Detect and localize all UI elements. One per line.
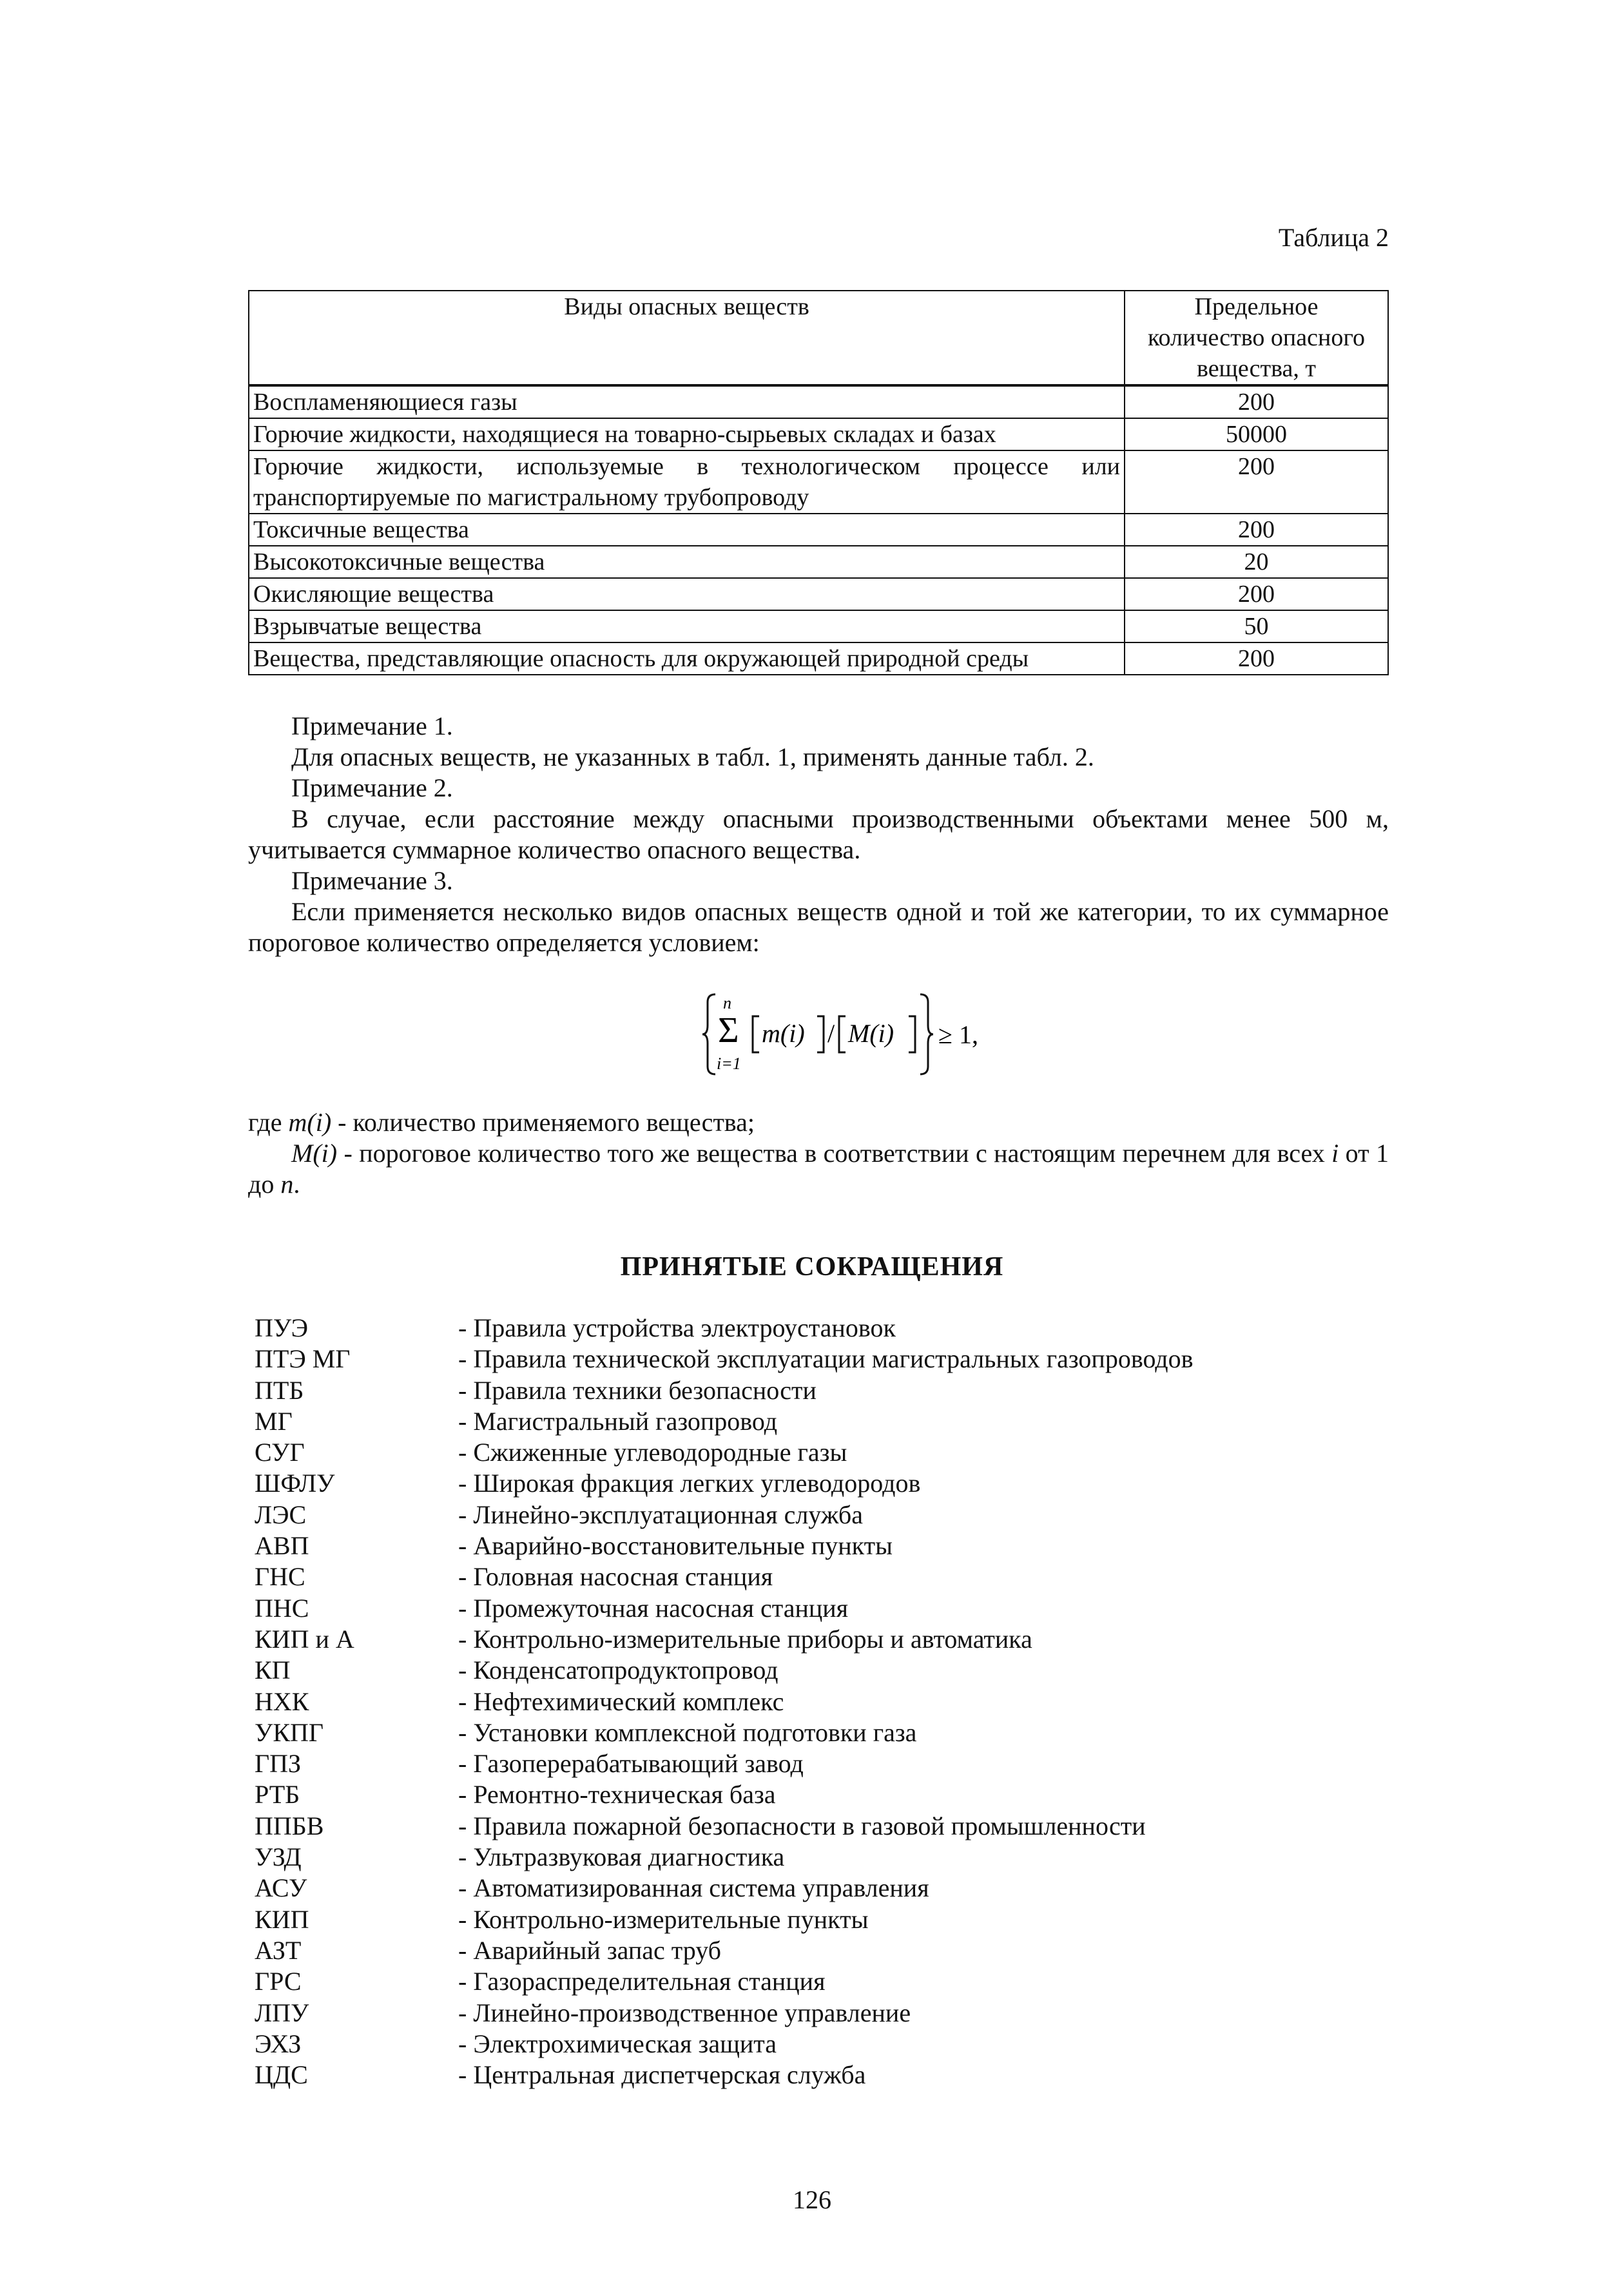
- abbreviation-code: ПТБ: [255, 1375, 304, 1405]
- left-bracket: [839, 1016, 846, 1052]
- notes-section: [248, 711, 1389, 958]
- abbreviation-row: [255, 1468, 1194, 1499]
- header-line: вещества, т: [1196, 355, 1317, 382]
- substance-name: Высокотоксичные вещества: [249, 546, 1125, 578]
- table-header-row: [249, 291, 1388, 385]
- abbreviation-code: РТБ: [255, 1780, 300, 1810]
- abbreviation-row: [255, 2060, 1194, 2090]
- abbreviation-description: - Сжиженные углеводородные газы: [458, 1438, 847, 1467]
- note-text: Для опасных веществ, не указанных в табл. 1, применять данные табл. 2.: [291, 742, 1094, 771]
- header-substance-types: Виды опасных веществ: [249, 291, 1125, 385]
- abbreviation-row: [255, 1998, 1194, 2029]
- abbreviation-code: ЦДС: [255, 2060, 308, 2090]
- abbreviation-row: [255, 1437, 1194, 1468]
- abbreviation-row: [255, 1966, 1194, 1997]
- substance-quantity: 200: [1125, 385, 1388, 418]
- abbreviation-description: - Газоперерабатывающий завод: [458, 1749, 804, 1779]
- table-caption: Таблица 2: [1278, 223, 1389, 252]
- substance-name: Вещества, представляющие опасность для окружающей природной среды: [249, 642, 1125, 675]
- substance-quantity: 50: [1125, 610, 1388, 642]
- abbreviation-code: АВП: [255, 1531, 309, 1561]
- abbreviation-description: - Правила технической эксплуатации магистральных газопроводов: [458, 1344, 1194, 1374]
- abbreviation-row: [255, 1811, 1194, 1842]
- abbreviation-code: ГРС: [255, 1967, 302, 1996]
- table-row: [249, 578, 1388, 610]
- substance-name-line: транспортируемые по магистральному трубопроводу: [253, 484, 809, 511]
- substance-quantity: 200: [1125, 578, 1388, 610]
- sum-sign: Σ: [718, 1010, 739, 1050]
- m-description: - количество применяемого вещества;: [331, 1108, 755, 1137]
- abbreviation-code: ГПЗ: [255, 1749, 302, 1779]
- table-row: [249, 385, 1388, 418]
- header-line: количество опасного: [1148, 324, 1365, 351]
- m-expression: m(i): [762, 1019, 805, 1048]
- substance-name: [249, 450, 1125, 514]
- header-line: Предельное: [1194, 293, 1319, 320]
- left-bracket: [753, 1016, 759, 1052]
- abbreviation-code: ЭХЗ: [255, 2029, 302, 2058]
- abbreviation-row: [255, 1873, 1194, 1904]
- abbreviation-code: ШФЛУ: [255, 1469, 335, 1498]
- abbreviation-row: [255, 1779, 1194, 1810]
- abbreviation-description: - Электрохимическая защита: [458, 2029, 777, 2058]
- M-expression: M(i): [848, 1019, 894, 1048]
- formula-graphic: [702, 989, 986, 1079]
- abbreviation-description: - Широкая фракция легких углеводородов: [458, 1469, 921, 1498]
- table-row: [249, 450, 1388, 514]
- abbreviations-title: ПРИНЯТЫЕ СОКРАЩЕНИЯ: [620, 1252, 1004, 1282]
- substance-quantity: 200: [1125, 450, 1388, 514]
- abbreviation-description: - Аварийный запас труб: [458, 1935, 722, 1965]
- abbreviation-row: [255, 1935, 1194, 1966]
- abbreviation-code: ПНС: [255, 1593, 309, 1623]
- threshold-formula: [702, 989, 986, 1079]
- abbreviation-description: - Конденсатопродуктопровод: [458, 1655, 778, 1685]
- table-row: [249, 514, 1388, 546]
- abbreviation-code: ЛПУ: [255, 1998, 309, 2027]
- abbreviation-description: - Линейно-эксплуатационная служба: [458, 1500, 863, 1529]
- abbreviation-code: КИП: [255, 1904, 309, 1934]
- abbreviation-code: УЗД: [255, 1842, 302, 1872]
- abbreviation-row: [255, 1593, 1194, 1624]
- abbreviation-description: - Правила техники безопасности: [458, 1375, 817, 1405]
- hazard-substances-table: [248, 290, 1389, 675]
- abbreviation-row: [255, 1624, 1194, 1655]
- abbreviation-row: [255, 1500, 1194, 1530]
- abbreviation-code: ППБВ: [255, 1811, 324, 1840]
- M-description: - пороговое количество того же вещества в соответствии с настоящим перечнем для всех: [337, 1139, 1332, 1168]
- abbreviation-description: - Газораспределительная станция: [458, 1967, 826, 1996]
- abbreviation-code: ГНС: [255, 1562, 305, 1592]
- m-symbol: m(i): [288, 1108, 332, 1137]
- header-threshold-quantity: [1125, 291, 1388, 385]
- abbreviation-description: - Установки комплексной подготовки газа: [458, 1717, 917, 1747]
- abbreviation-row: [255, 1748, 1194, 1779]
- abbreviation-description: - Промежуточная насосная станция: [458, 1593, 849, 1623]
- abbreviation-code: ЛЭС: [255, 1500, 307, 1529]
- substance-name: Взрывчатые вещества: [249, 610, 1125, 642]
- abbreviation-code: СУГ: [255, 1438, 305, 1467]
- table-row: [249, 610, 1388, 642]
- right-curly-brace: [920, 994, 933, 1074]
- abbreviation-row: [255, 1686, 1194, 1717]
- abbreviation-row: [255, 1313, 1194, 1344]
- abbreviation-description: - Ультразвуковая диагностика: [458, 1842, 785, 1872]
- note-title: Примечание 3.: [291, 866, 453, 895]
- abbreviation-row: [255, 1344, 1194, 1375]
- table-row: [249, 546, 1388, 578]
- abbreviation-row: [255, 1406, 1194, 1437]
- abbreviation-description: - Головная насосная станция: [458, 1562, 773, 1592]
- formula-rhs: ≥ 1,: [938, 1020, 978, 1049]
- M-symbol: M(i): [291, 1139, 338, 1168]
- substance-quantity: 50000: [1125, 418, 1388, 450]
- legend-line: где m(i) - количество применяемого вещества;: [248, 1108, 755, 1137]
- abbreviation-description: - Линейно-производственное управление: [458, 1998, 911, 2027]
- abbreviation-description: - Нефтехимический комплекс: [458, 1686, 784, 1716]
- substance-name: Токсичные вещества: [249, 514, 1125, 546]
- abbreviation-row: [255, 1561, 1194, 1592]
- abbreviation-description: - Магистральный газопровод: [458, 1406, 778, 1436]
- substance-name: Окисляющие вещества: [249, 578, 1125, 610]
- abbreviation-code: АЗТ: [255, 1935, 302, 1965]
- right-bracket: [909, 1016, 915, 1052]
- substance-name: Горючие жидкости, находящиеся на товарно-сырьевых складах и базах: [249, 418, 1125, 450]
- abbreviation-row: [255, 1530, 1194, 1561]
- abbreviation-code: ПТЭ МГ: [255, 1344, 351, 1374]
- abbreviation-code: ПУЭ: [255, 1313, 309, 1342]
- abbreviation-row: [255, 1904, 1194, 1935]
- abbreviation-row: [255, 1842, 1194, 1873]
- range-text: от 1 до: [248, 1139, 1389, 1199]
- legend-end: .: [293, 1170, 300, 1199]
- table-row: [249, 418, 1388, 450]
- note-text: Если применяется несколько видов опасных веществ одной и той же категории, то их суммарное пороговое количество определяется условием:: [248, 897, 1389, 957]
- abbreviation-code: НХК: [255, 1686, 309, 1716]
- abbreviation-code: УКПГ: [255, 1717, 324, 1747]
- abbreviation-description: - Автоматизированная система управления: [458, 1873, 929, 1903]
- legend-line: [248, 1138, 1389, 1200]
- abbreviation-code: МГ: [255, 1406, 293, 1436]
- sum-lower-limit: i=1: [717, 1054, 741, 1073]
- abbreviation-description: - Правила пожарной безопасности в газовой промышленности: [458, 1811, 1146, 1840]
- abbreviation-description: - Центральная диспетчерская служба: [458, 2060, 866, 2090]
- substance-quantity: 20: [1125, 546, 1388, 578]
- abbreviation-code: КИП и А: [255, 1624, 354, 1654]
- table-row: [249, 642, 1388, 675]
- substance-quantity: 200: [1125, 642, 1388, 675]
- abbreviation-row: [255, 1717, 1194, 1748]
- abbreviation-row: [255, 2029, 1194, 2060]
- abbreviation-description: - Контрольно-измерительные приборы и автоматика: [458, 1624, 1032, 1654]
- note-text: В случае, если расстояние между опасными производственными объектами менее 500 м, учитывается суммарное количество опасного вещества.: [248, 804, 1389, 864]
- abbreviation-description: - Правила устройства электроустановок: [458, 1313, 896, 1342]
- abbreviation-description: - Контрольно-измерительные пункты: [458, 1904, 869, 1934]
- substance-name-line: Горючие жидкости, используемые в технологическом процессе или: [253, 453, 1120, 480]
- formula-legend: [248, 1107, 1389, 1200]
- note-title: Примечание 1.: [291, 711, 453, 740]
- note-title: Примечание 2.: [291, 773, 453, 802]
- sum-upper-limit: n: [723, 994, 731, 1012]
- abbreviation-description: - Ремонтно-техническая база: [458, 1780, 776, 1810]
- division-slash: /: [827, 1019, 835, 1048]
- abbreviation-row: [255, 1655, 1194, 1686]
- abbreviation-code: КП: [255, 1655, 291, 1685]
- n-symbol: n: [280, 1170, 294, 1199]
- i-symbol: i: [1331, 1139, 1339, 1168]
- substance-name: Воспламеняющиеся газы: [249, 385, 1125, 418]
- abbreviation-code: АСУ: [255, 1873, 307, 1903]
- right-bracket: [817, 1016, 824, 1052]
- abbreviation-description: - Аварийно-восстановительные пункты: [458, 1531, 893, 1561]
- left-curly-brace: [702, 994, 715, 1074]
- substance-quantity: 200: [1125, 514, 1388, 546]
- page-number: 126: [793, 2185, 831, 2214]
- abbreviations-list: [255, 1313, 1194, 2090]
- abbreviation-row: [255, 1375, 1194, 1406]
